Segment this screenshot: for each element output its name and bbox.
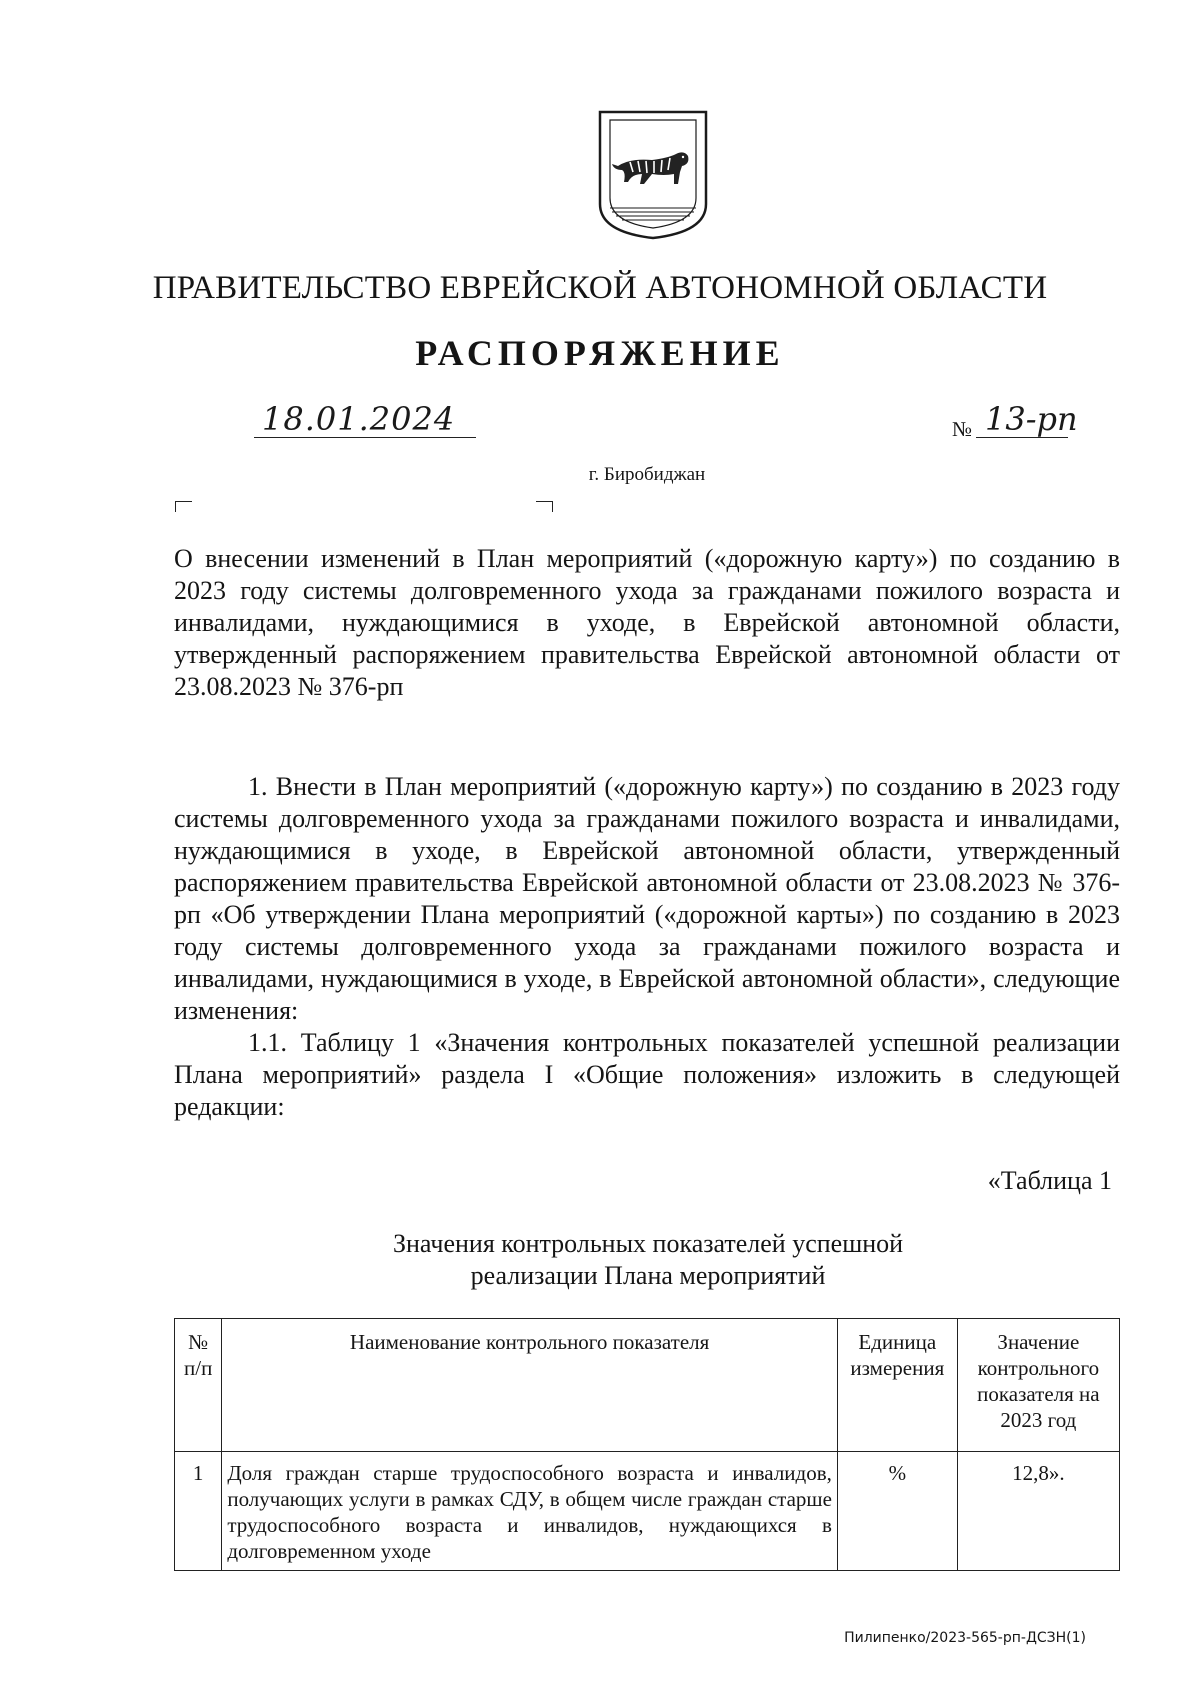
row-value: 12,8». [957, 1452, 1119, 1571]
header-value: Значение контрольного показателя на 2023 год [957, 1319, 1119, 1452]
table-caption [300, 1228, 996, 1292]
subject-bracket-right [536, 501, 553, 512]
government-title: ПРАВИТЕЛЬСТВО ЕВРЕЙСКОЙ АВТОНОМНОЙ ОБЛАСТИ [152, 270, 1048, 306]
document-body [174, 771, 1120, 1123]
number-label: № [952, 417, 973, 441]
handwritten-date: 18.01.2024 [262, 400, 456, 438]
document-type-heading: РАСПОРЯЖЕНИЕ [415, 333, 785, 373]
indicators-table [174, 1318, 1120, 1571]
handwritten-number: 13-рп [985, 400, 1078, 438]
paragraph-1: 1. Внести в План мероприятий («дорожную карту») по созданию в 2023 году системы долговременного ухода за гражданами пожилого возраста и инвалидами, нуждающимися в уходе, в Еврейской автономной области, утвержденный распоряжением правительства Еврейской автономной области от 23.08.2023 № 376-рп «Об утверждении Плана мероприятий («дорожной карты») по созданию в 2023 году системы долговременного ухода за гражданами пожилого возраста и инвалидами, нуждающимися в уходе, в Еврейской автономной области», следующие изменения: [174, 772, 1120, 1025]
document-subject: О внесении изменений в План мероприятий («дорожную карту») по созданию в 2023 году системы долговременного ухода за гражданами пожилого возраста и инвалидами, нуждающимися в уходе, в Еврейской автономной области, утвержденный распоряжением правительства Еврейской автономной области от 23.08.2023 № 376-рп [174, 544, 1120, 701]
header-number: № п/п [175, 1319, 222, 1452]
table-number-label: «Таблица 1 [987, 1166, 1112, 1195]
coat-of-arms-emblem [594, 108, 712, 242]
header-unit: Единица измерения [837, 1319, 957, 1452]
table-header-row [175, 1319, 1120, 1452]
date-underline [254, 437, 476, 438]
city-name: г. Биробиджан [588, 464, 706, 485]
row-unit: % [837, 1452, 957, 1571]
table-caption-line-1: Значения контрольных показателей успешной [392, 1229, 904, 1258]
table-caption-line-2: реализации Плана мероприятий [470, 1261, 826, 1290]
row-indicator-name: Доля граждан старше трудоспособного возраста и инвалидов, получающих услуги в рамках СДУ, в общем числе граждан старше трудоспособного возраста и инвалидов, нуждающихся в долговременном уходе [222, 1452, 838, 1571]
table-row [175, 1452, 1120, 1571]
row-number: 1 [175, 1452, 222, 1571]
subject-bracket-left [175, 501, 192, 512]
header-indicator-name: Наименование контрольного показателя [222, 1319, 838, 1452]
paragraph-1-1: 1.1. Таблицу 1 «Значения контрольных показателей успешной реализации Плана мероприятий» раздела I «Общие положения» изложить в следующей редакции: [174, 1028, 1120, 1121]
number-underline [976, 437, 1068, 438]
document-footer-code: Пилипенко/2023-565-рп-ДСЗН(1) [844, 1630, 1086, 1646]
